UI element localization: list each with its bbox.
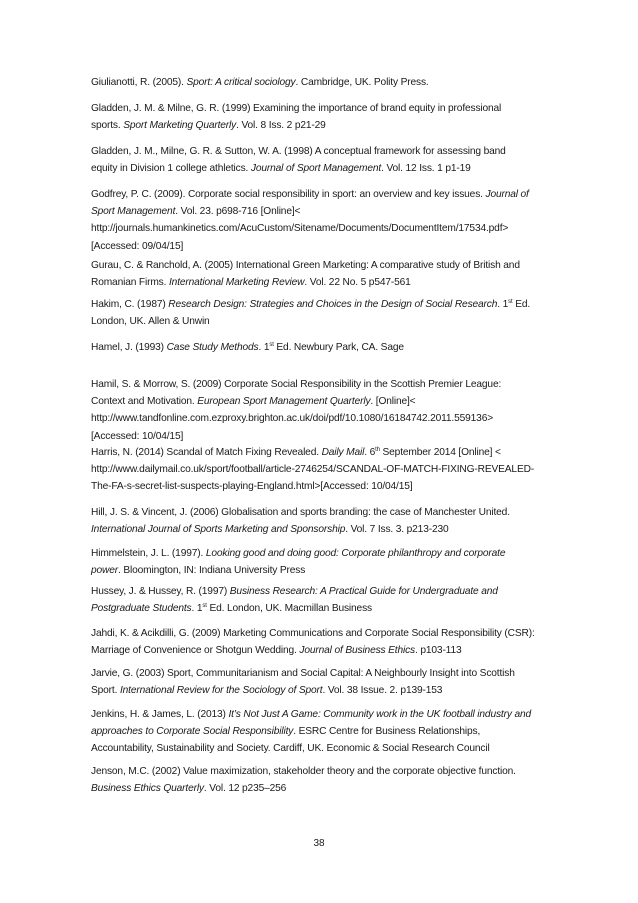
italic-title: It’s Not Just A Game: Community work in the UK football industry and bbox=[228, 709, 532, 720]
reference-line bbox=[91, 160, 563, 177]
reference-text: Hill, J. S. & Vincent, J. (2006) Globalisation and sports branding: the case of Manchester United. bbox=[91, 507, 510, 518]
italic-title: Journal of Sport Management bbox=[250, 163, 382, 175]
reference-line bbox=[91, 186, 563, 203]
reference-line bbox=[91, 339, 563, 356]
reference-line bbox=[91, 274, 563, 291]
reference-entry bbox=[91, 763, 563, 797]
reference-line bbox=[91, 461, 563, 478]
reference-line bbox=[91, 143, 563, 160]
reference-entry bbox=[91, 504, 563, 538]
reference-text: Gurau, C. & Ranchold, A. (2005) International Green Marketing: A comparative study of British and bbox=[91, 260, 520, 271]
reference-text: Sport. bbox=[91, 685, 120, 697]
reference-text: . ESRC Centre for Business Relationships, bbox=[293, 726, 481, 738]
reference-line bbox=[91, 545, 563, 562]
reference-entry bbox=[91, 257, 563, 291]
reference-line bbox=[91, 74, 563, 91]
italic-title: Journal of bbox=[485, 189, 529, 200]
reference-text: . 1 bbox=[258, 342, 270, 353]
reference-entry bbox=[91, 545, 563, 579]
reference-text: http://journals.humankinetics.com/AcuCustom/Sitename/Documents/DocumentItem/17534.pdf> bbox=[91, 223, 509, 235]
ordinal-suffix: st bbox=[269, 342, 274, 348]
italic-title: Postgraduate Students bbox=[91, 603, 192, 615]
italic-title: Daily Mail bbox=[321, 447, 365, 458]
italic-title: Sport Marketing Quarterly bbox=[123, 120, 237, 132]
italic-title: Business Research: A Practical Guide for Undergraduate and bbox=[229, 586, 498, 597]
reference-line bbox=[91, 100, 563, 117]
reference-line bbox=[91, 562, 563, 579]
reference-line bbox=[91, 393, 563, 410]
reference-line bbox=[91, 642, 563, 659]
reference-entry bbox=[91, 339, 563, 356]
reference-text: . 6 bbox=[364, 447, 376, 458]
reference-text: . Cambridge, UK. Polity Press. bbox=[295, 77, 429, 88]
reference-line bbox=[91, 625, 563, 642]
reference-text: [Accessed: 09/04/15] bbox=[91, 240, 184, 252]
page-number: 38 bbox=[313, 838, 325, 849]
reference-text: Hakim, C. (1987) bbox=[91, 299, 169, 310]
reference-line bbox=[91, 220, 563, 237]
italic-title: Case Study Methods bbox=[166, 342, 259, 353]
reference-text: Ed. London, UK. Macmillan Business bbox=[206, 603, 372, 615]
reference-text: Godfrey, P. C. (2009). Corporate social responsibility in sport: an overview and key issues. bbox=[91, 189, 486, 200]
reference-text: Jenkins, H. & James, L. (2013) bbox=[91, 709, 229, 720]
italic-title: approaches to Corporate Social Responsibility bbox=[91, 726, 294, 738]
reference-line bbox=[91, 521, 563, 538]
reference-line bbox=[91, 583, 563, 600]
reference-text: http://www.tandfonline.com.ezproxy.brighton.ac.uk/doi/pdf/10.1080/16184742.2011.559136> bbox=[91, 413, 494, 425]
reference-line bbox=[91, 444, 563, 461]
italic-title: Business Ethics Quarterly bbox=[91, 783, 204, 795]
reference-text: Giulianotti, R. (2005). bbox=[91, 77, 187, 88]
reference-line bbox=[91, 257, 563, 274]
reference-line bbox=[91, 410, 563, 427]
reference-text: . Vol. 8 Iss. 2 p21-29 bbox=[236, 120, 326, 132]
reference-text: Context and Motivation. bbox=[91, 396, 198, 408]
reference-line bbox=[91, 117, 563, 134]
reference-text: equity in Division 1 college athletics. bbox=[91, 163, 251, 175]
italic-title: Journal of Business Ethics bbox=[299, 645, 416, 657]
reference-line bbox=[91, 238, 563, 255]
reference-entry bbox=[91, 143, 563, 177]
italic-title: International Review for the Sociology of Sport bbox=[119, 685, 323, 697]
reference-text: Harris, N. (2014) Scandal of Match Fixing Revealed. bbox=[91, 447, 322, 458]
reference-line bbox=[91, 313, 563, 330]
reference-text: Jenson, M.C. (2002) Value maximization, stakeholder theory and the corporate objective function. bbox=[91, 766, 516, 777]
reference-text: Accountability, Sustainability and Society. Cardiff, UK. Economic & Social Research Council bbox=[91, 743, 490, 755]
italic-title: Sport: A critical sociology bbox=[186, 77, 296, 88]
ordinal-suffix: st bbox=[202, 603, 207, 610]
ordinal-suffix: th bbox=[375, 447, 380, 453]
reference-text: London, UK. Allen & Unwin bbox=[91, 316, 210, 328]
reference-text: Hamil, S. & Morrow, S. (2009) Corporate Social Responsibility in the Scottish Premier League: bbox=[91, 379, 502, 390]
reference-text: http://www.dailymail.co.uk/sport/football/article-2746254/SCANDAL-OF-MATCH-FIXING-REVEALED- bbox=[91, 464, 535, 476]
reference-line bbox=[91, 723, 563, 740]
reference-text: Jahdi, K. & Acikdilli, G. (2009) Marketing Communications and Corporate Social Responsibility (CSR): bbox=[91, 628, 535, 639]
reference-text: . 1 bbox=[191, 603, 203, 615]
reference-line bbox=[91, 682, 563, 699]
reference-text: . Vol. 38 Issue. 2. p139-153 bbox=[322, 685, 443, 697]
reference-text: September 2014 [Online] < bbox=[379, 447, 501, 458]
reference-line bbox=[91, 504, 563, 521]
reference-entry bbox=[91, 376, 563, 445]
reference-line bbox=[91, 428, 563, 445]
reference-text: [Accessed: 10/04/15] bbox=[91, 430, 184, 442]
reference-entry bbox=[91, 583, 563, 617]
reference-entry bbox=[91, 186, 563, 255]
reference-entry bbox=[91, 296, 563, 330]
italic-title: Research Design: Strategies and Choices in the Design of Social Research bbox=[168, 299, 498, 310]
reference-text: Ed. bbox=[512, 299, 531, 310]
reference-text: . Bloomington, IN: Indiana University Press bbox=[118, 565, 306, 577]
reference-entry bbox=[91, 444, 563, 496]
reference-text: Gladden, J. M., Milne, G. R. & Sutton, W. A. (1998) A conceptual framework for assessing band bbox=[91, 146, 506, 157]
reference-entry bbox=[91, 706, 563, 758]
reference-line bbox=[91, 706, 563, 723]
italic-title: Looking good and doing good: Corporate philanthropy and corporate bbox=[205, 548, 506, 559]
reference-entry bbox=[91, 100, 563, 134]
reference-text: Jarvie, G. (2003) Sport, Communitarianism and Social Capital: A Neighbourly Insight into Scottish bbox=[91, 668, 515, 679]
italic-title: International Journal of Sports Marketing and Sponsorship bbox=[91, 524, 346, 536]
reference-text: Romanian Firms. bbox=[91, 277, 169, 289]
italic-title: power bbox=[91, 565, 118, 577]
reference-text: Himmelstein, J. L. (1997). bbox=[91, 548, 206, 559]
reference-text: Gladden, J. M. & Milne, G. R. (1999) Examining the importance of brand equity in professional bbox=[91, 103, 502, 114]
reference-text: Hamel, J. (1993) bbox=[91, 342, 167, 353]
reference-text: . Vol. 12 Iss. 1 p1-19 bbox=[381, 163, 471, 175]
reference-line bbox=[91, 763, 563, 780]
reference-line bbox=[91, 296, 563, 313]
reference-text: . p103-113 bbox=[415, 645, 462, 657]
reference-line bbox=[91, 740, 563, 757]
reference-line bbox=[91, 600, 563, 617]
reference-text: . 1 bbox=[497, 299, 509, 310]
reference-line bbox=[91, 665, 563, 682]
reference-text: . Vol. 22 No. 5 p547-561 bbox=[304, 277, 411, 289]
reference-entry bbox=[91, 625, 563, 659]
reference-text: . Vol. 7 Iss. 3. p213-230 bbox=[345, 524, 449, 536]
reference-text: sports. bbox=[91, 120, 124, 132]
reference-entry bbox=[91, 74, 563, 91]
reference-text: . [Online]< bbox=[370, 396, 416, 408]
italic-title: Sport Management bbox=[91, 206, 176, 218]
italic-title: European Sport Management Quarterly bbox=[197, 396, 371, 408]
reference-text: Ed. Newbury Park, CA. Sage bbox=[273, 342, 404, 353]
ordinal-suffix: st bbox=[508, 299, 513, 305]
reference-text: . Vol. 12 p235–256 bbox=[203, 783, 287, 795]
reference-text: . Vol. 23. p698-716 [Online]< bbox=[175, 206, 301, 218]
reference-text: Marriage of Convenience or Shotgun Wedding. bbox=[91, 645, 300, 657]
reference-entry bbox=[91, 665, 563, 699]
reference-line bbox=[91, 780, 563, 797]
italic-title: International Marketing Review bbox=[169, 277, 305, 289]
reference-line bbox=[91, 376, 563, 393]
reference-text: The-FA-s-secret-list-suspects-playing-England.html>[Accessed: 10/04/15] bbox=[91, 481, 413, 493]
reference-line bbox=[91, 203, 563, 220]
reference-text: Hussey, J. & Hussey, R. (1997) bbox=[91, 586, 230, 597]
reference-line bbox=[91, 478, 563, 495]
